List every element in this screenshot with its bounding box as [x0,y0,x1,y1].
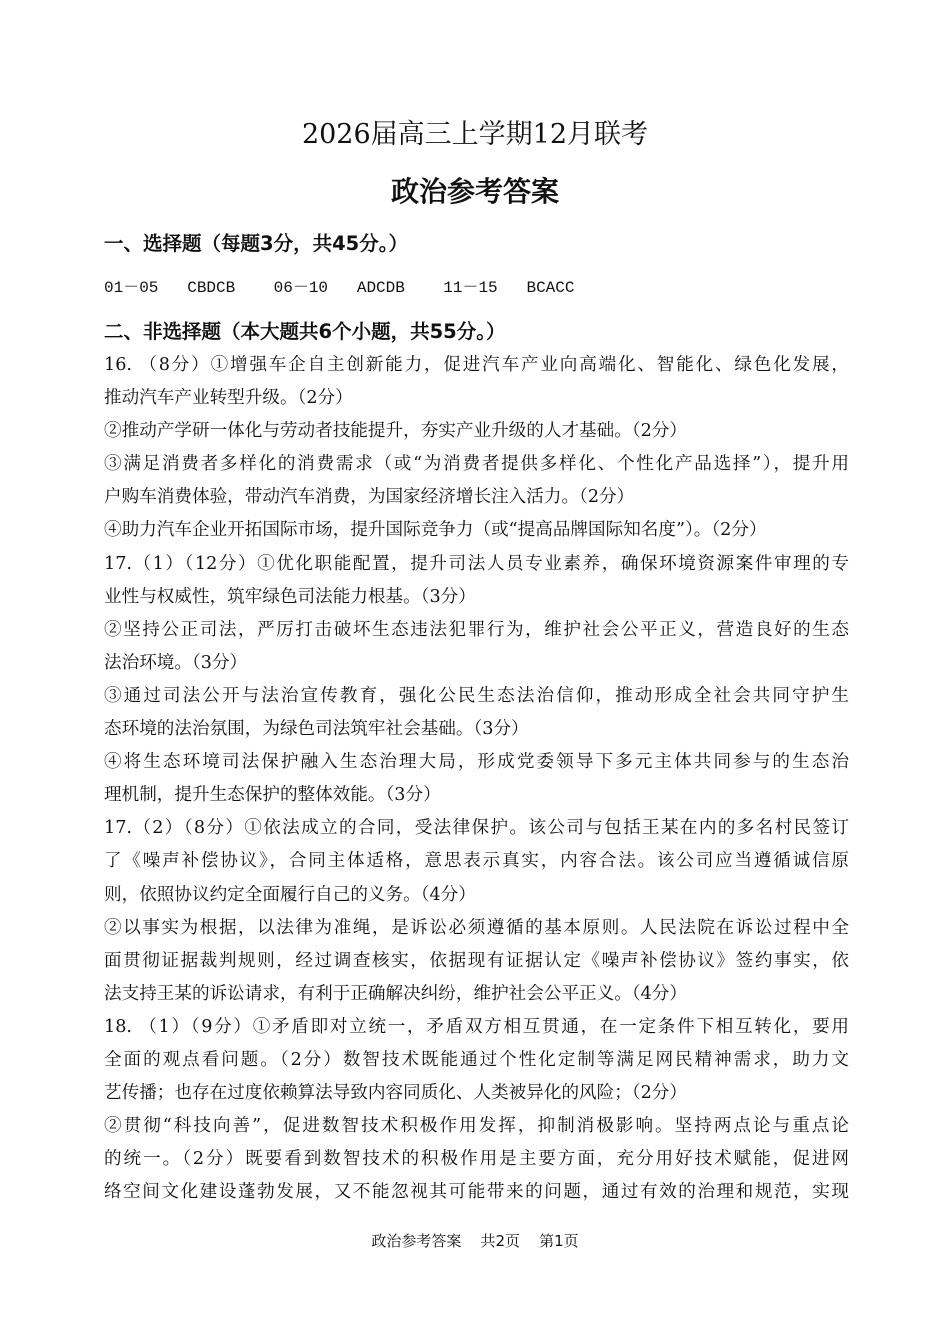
q18-1-point-1-line-3: 艺传播；也存在过度依赖算法导致内容同质化、人类被异化的风险；（2分） [104,1083,687,1104]
q17-1-point-1-line-2: 业性与权威性，筑牢绿色司法能力根基。（3分） [104,586,476,607]
q18-1-point-2-line-1: ②贯彻“科技向善”，促进数智技术积极作用发挥，抑制消极影响。坚持两点论与重点论 [104,1116,849,1137]
q16-line-2: 推动汽车产业转型升级。（2分） [104,388,353,409]
q17-1-point-3-line-1: ③通过司法公开与法治宣传教育，强化公民生态法治信仰，推动形成全社会共同守护生 [104,685,849,706]
q17-1-point-2-line-2: 法治环境。（3分） [104,652,248,673]
q17-2-point-2-line-1: ②以事实为根据，以法律为准绳，是诉讼必须遵循的基本原则。人民法院在诉讼过程中全 [104,917,849,938]
q16-line-1: 16. （8分）①增强车企自主创新能力，促进汽车产业向高端化、智能化、绿色化发展， [104,355,849,375]
q16-point-3-line-2: 户购车消费体验，带动汽车消费，为国家经济增长注入活力。（2分） [104,487,635,508]
q18-1-point-1-line-1: 18. （1）（9分）①矛盾即对立统一，矛盾双方相互贯通，在一定条件下相互转化，要用 [104,1016,849,1037]
q18-1-point-2-line-2: 的统一。（2分）既要看到数智技术的积极作用是主要方面，充分用好技术赋能，促进网 [104,1149,849,1170]
q17-1-point-4-line-1: ④将生态环境司法保护融入生态治理大局，形成党委领导下多元主体共同参与的生态治 [104,752,849,773]
section-2-heading: 二、非选择题（本大题共6个小题，共55分。） [104,320,506,343]
q17-2-point-1-line-3: 则，依照协议约定全面履行自己的义务。（4分） [104,884,476,905]
q16-point-4: ④助力汽车企业开拓国际市场，提升国际竞争力（或“提高品牌国际知名度”）。（2分） [104,520,767,541]
q17-1-point-1-line-1: 17.（1）（12分）①优化职能配置，提升司法人员专业素养，确保环境资源案件审理的专 [104,553,849,574]
exam-title: 2026届高三上学期12月联考 [301,119,649,150]
page-footer: 政治参考答案 共2页 第1页 [371,1232,579,1250]
document-title: 政治参考答案 [390,175,559,208]
section-1-heading: 一、选择题（每题3分，共45分。） [104,232,408,255]
multiple-choice-answers: 01－05 CBDCB 06－10 ADCDB 11－15 BCACC [104,279,575,297]
q17-2-point-2-line-2: 面贯彻证据裁判规则，经过调查核实，依据现有证据认定《噪声补偿协议》签约事实，依 [104,950,849,971]
q17-2-point-1-line-2: 了《噪声补偿协议》，合同主体适格，意思表示真实，内容合法。该公司应当遵循诚信原 [104,851,849,872]
q18-1-point-2-line-3: 络空间文化建设蓬勃发展，又不能忽视其可能带来的问题，通过有效的治理和规范，实现 [104,1182,849,1203]
q17-2-point-1-line-1: 17.（2）（8分）①依法成立的合同，受法律保护。该公司与包括王某在内的多名村民签订 [104,818,849,839]
q18-1-point-1-line-2: 全面的观点看问题。（2分）数智技术既能通过个性化定制等满足网民精神需求，助力文 [104,1049,849,1070]
q17-1-point-2-line-1: ②坚持公正司法，严厉打击破坏生态违法犯罪行为，维护社会公平正义，营造良好的生态 [104,619,849,640]
q17-2-point-2-line-3: 法支持王某的诉讼请求，有利于正确解决纠纷，维护社会公平正义。（4分） [104,983,687,1004]
q16-point-2: ②推动产学研一体化与劳动者技能提升，夯实产业升级的人才基础。（2分） [104,421,687,442]
q17-1-point-3-line-2: 态环境的法治氛围，为绿色司法筑牢社会基础。（3分） [104,719,529,740]
section-2-body [104,349,849,1209]
q17-1-point-4-line-2: 理机制，提升生态保护的整体效能。（3分） [104,785,441,806]
q16-point-3-line-1: ③满足消费者多样化的消费需求（或“为消费者提供多样化、个性化产品选择”），提升用 [104,454,849,475]
